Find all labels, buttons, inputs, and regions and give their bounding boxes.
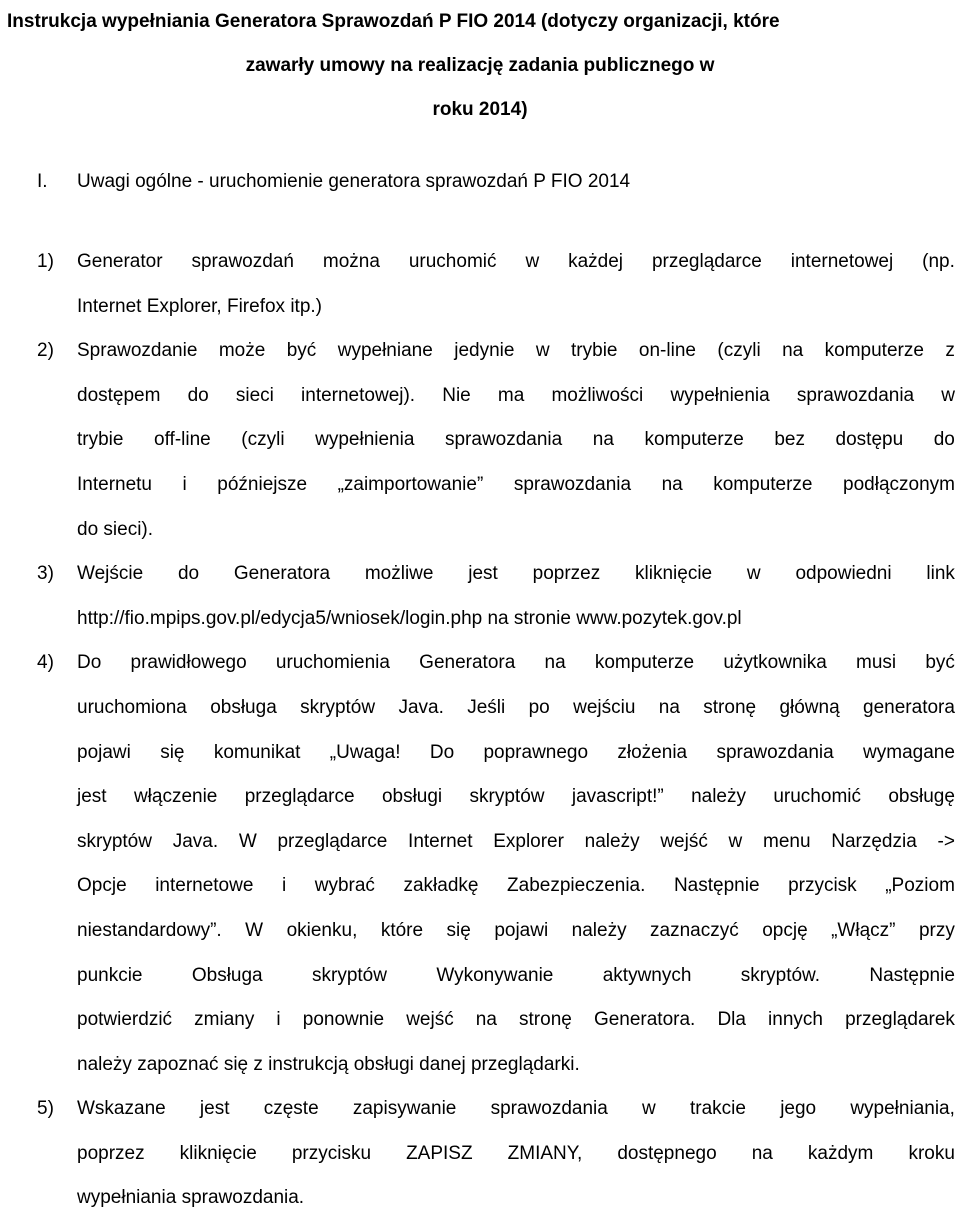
text-line: Do prawidłowego uruchomienia Generatora na komputerze użytkownika musi być — [77, 652, 955, 674]
list-item-number: 5) — [37, 1098, 54, 1120]
text-line: Wskazane jest częste zapisywanie sprawozdania w trakcie jego wypełniania, — [77, 1098, 955, 1120]
text-line: dostępem do sieci internetowej). Nie ma możliwości wypełnienia sprawozdania w — [77, 384, 955, 406]
text-line: należy zapoznać się z instrukcją obsługi danej przeglądarki. — [77, 1053, 580, 1075]
text-line: Wejście do Generatora możliwe jest poprzez kliknięcie w odpowiedni link — [77, 563, 955, 585]
document-title — [0, 0, 960, 132]
title-line-1: Instrukcja wypełniania Generatora Sprawozdań P FIO 2014 (dotyczy organizacji, które — [7, 11, 780, 32]
text-line: pojawi się komunikat „Uwaga! Do poprawnego złożenia sprawozdania wymagane — [77, 741, 955, 763]
text-line: jest włączenie przeglądarce obsługi skryptów javascript!” należy uruchomić obsługę — [77, 786, 955, 808]
title-line-2: zawarły umowy na realizację zadania publicznego w — [245, 55, 715, 76]
text-line: Generator sprawozdań można uruchomić w każdej przeglądarce internetowej (np. — [77, 251, 955, 272]
list-item — [37, 240, 955, 329]
text-line: wypełniania sprawozdania. — [77, 1187, 305, 1209]
section-heading — [37, 160, 630, 204]
list-item-number: 1) — [37, 251, 54, 272]
list-item-number: 3) — [37, 563, 54, 585]
list-item-number: 2) — [37, 340, 54, 362]
text-line: potwierdzić zmiany i ponownie wejść na stronę Generatora. Dla innych przeglądarek — [77, 1009, 955, 1031]
text-line: do sieci). — [77, 518, 154, 540]
title-line-3: roku 2014) — [432, 99, 528, 120]
text-line: Sprawozdanie może być wypełniane jedynie w trybie on-line (czyli na komputerze z — [77, 340, 955, 362]
text-line: trybie off-line (czyli wypełnienia sprawozdania na komputerze bez dostępu do — [77, 429, 955, 451]
list-item — [37, 641, 955, 1087]
list-item-text — [77, 641, 955, 1087]
section-heading-text: Uwagi ogólne - uruchomienie generatora sprawozdań P FIO 2014 — [77, 171, 631, 192]
list-item-text — [77, 329, 955, 552]
text-line: punkcie Obsługa skryptów Wykonywanie aktywnych skryptów. Następnie — [77, 964, 955, 986]
list-item-number: 4) — [37, 652, 54, 674]
list-item — [37, 552, 955, 641]
text-line: niestandardowy”. W okienku, które się pojawi należy zaznaczyć opcję „Włącz” przy — [77, 919, 955, 941]
list-item-text — [77, 552, 955, 641]
text-line: Opcje internetowe i wybrać zakładkę Zabezpieczenia. Następnie przycisk „Poziom — [77, 875, 955, 897]
text-line: Internetu i późniejsze „zaimportowanie” sprawozdania na komputerze podłączonym — [77, 473, 955, 495]
list-item — [37, 1087, 955, 1221]
text-line: uruchomiona obsługa skryptów Java. Jeśli po wejściu na stronę główną generatora — [77, 696, 955, 718]
section-number: I. — [37, 171, 48, 192]
list-item — [37, 329, 955, 552]
text-line: http://fio.mpips.gov.pl/edycja5/wniosek/login.php na stronie www.pozytek.gov.pl — [77, 607, 742, 629]
list-item-text — [77, 1087, 955, 1221]
list-item-text — [77, 240, 955, 329]
text-line: skryptów Java. W przeglądarce Internet Explorer należy wejść w menu Narzędzia -> — [77, 830, 955, 852]
text-line: Internet Explorer, Firefox itp.) — [77, 295, 322, 317]
numbered-list — [37, 240, 955, 1221]
text-line: poprzez kliknięcie przycisku ZAPISZ ZMIANY, dostępnego na każdym kroku — [77, 1142, 955, 1164]
